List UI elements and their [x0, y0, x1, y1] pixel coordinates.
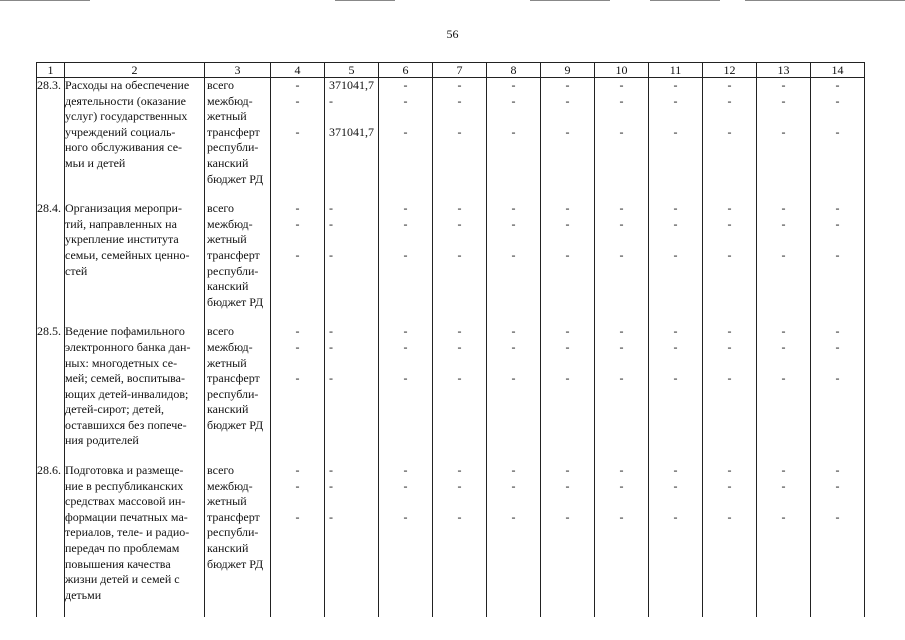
value-cell-col-14	[811, 463, 865, 617]
description-line: учреждений социаль-	[65, 124, 176, 139]
total-value: -	[835, 463, 840, 478]
value-cell-col-11	[649, 78, 703, 202]
funding-sources	[205, 463, 271, 617]
description-line: формации печатных ма-	[65, 509, 188, 524]
value-cell-col-8	[487, 201, 541, 324]
description-line: Организация меропри-	[65, 201, 182, 216]
total-value: 371041,7	[329, 78, 374, 92]
row-number: 28.5.	[37, 324, 65, 463]
republic-value: -	[673, 509, 678, 524]
interbudget-value: -	[295, 216, 300, 231]
republic-value: -	[835, 124, 840, 139]
interbudget-value: -	[565, 478, 570, 493]
republic-value: -	[329, 247, 333, 262]
interbudget-value: -	[403, 339, 408, 354]
interbudget-value: -	[457, 478, 462, 493]
interbudget-value: -	[781, 216, 786, 231]
total-value: -	[511, 324, 516, 339]
interbudget-value: -	[673, 478, 678, 493]
column-header-11: 11	[649, 63, 703, 78]
value-cell-col-6	[379, 78, 433, 202]
description-line: ния родителей	[65, 433, 139, 448]
interbudget-value: -	[457, 216, 462, 231]
value-cell-col-14	[811, 78, 865, 202]
column-header-3: 3	[205, 63, 271, 78]
interbudget-value: -	[727, 478, 732, 493]
value-cell-col-9	[541, 463, 595, 617]
source-label: всего	[207, 201, 235, 216]
interbudget-value: -	[673, 93, 678, 108]
source-label: канский	[207, 155, 249, 170]
value-cell-col-8	[487, 324, 541, 463]
column-header-12: 12	[703, 63, 757, 78]
value-cell-col-10	[595, 324, 649, 463]
source-label: республи-	[207, 525, 259, 540]
value-cell-col-4	[271, 201, 325, 324]
republic-value: -	[781, 124, 786, 139]
scan-edge-line	[335, 0, 395, 1]
description-line: стей	[65, 263, 88, 278]
republic-value: -	[403, 247, 408, 262]
value-cell-col-6	[379, 463, 433, 617]
total-value: -	[329, 201, 333, 216]
total-value: -	[835, 78, 840, 92]
total-value: -	[835, 324, 840, 339]
total-value: -	[619, 78, 624, 92]
interbudget-value: -	[835, 93, 840, 108]
funding-sources	[205, 324, 271, 463]
header-row	[37, 63, 865, 78]
interbudget-value: -	[295, 478, 300, 493]
source-label: канский	[207, 541, 249, 556]
total-value: -	[457, 463, 462, 478]
description-line: Подготовка и размеще-	[65, 463, 184, 478]
value-cell-col-13	[757, 463, 811, 617]
interbudget-value: -	[781, 93, 786, 108]
republic-value: -	[565, 371, 570, 386]
value-cell-col-7	[433, 463, 487, 617]
source-label: бюджет РД	[207, 171, 264, 186]
republic-value: -	[727, 509, 732, 524]
republic-value: -	[403, 371, 408, 386]
source-label: бюджет РД	[207, 556, 264, 571]
total-value: -	[781, 201, 786, 216]
interbudget-value: -	[727, 216, 732, 231]
total-value: -	[329, 324, 333, 339]
column-header-2: 2	[65, 63, 205, 78]
source-label: межбюд-	[207, 478, 253, 493]
source-label: бюджет РД	[207, 294, 264, 309]
source-label: республи-	[207, 140, 259, 155]
republic-value: -	[673, 124, 678, 139]
total-value: -	[619, 463, 624, 478]
interbudget-value: -	[619, 93, 624, 108]
column-header-5: 5	[325, 63, 379, 78]
value-cell-col-12	[703, 463, 757, 617]
column-header-6: 6	[379, 63, 433, 78]
interbudget-value: -	[403, 478, 408, 493]
total-value: -	[295, 463, 300, 478]
description-line: тий, направленных на	[65, 216, 177, 231]
scan-edge-line	[745, 0, 905, 1]
republic-value: -	[329, 371, 333, 386]
total-value: -	[403, 324, 408, 339]
interbudget-value: -	[835, 478, 840, 493]
total-value: -	[511, 78, 516, 92]
republic-value: -	[457, 509, 462, 524]
republic-value: -	[673, 371, 678, 386]
republic-value: -	[457, 247, 462, 262]
total-value: -	[457, 324, 462, 339]
total-value: -	[727, 201, 732, 216]
source-label: жетный	[207, 232, 247, 247]
republic-value: -	[565, 247, 570, 262]
value-cell-col-8	[487, 78, 541, 202]
description-line: средствах массовой ин-	[65, 494, 186, 509]
total-value: -	[403, 463, 408, 478]
total-value: -	[673, 201, 678, 216]
republic-value: -	[457, 124, 462, 139]
value-cell-col-13	[757, 201, 811, 324]
value-cell-col-12	[703, 324, 757, 463]
total-value: -	[565, 324, 570, 339]
value-cell-col-4	[271, 78, 325, 202]
row-number: 28.4.	[37, 201, 65, 324]
republic-value: -	[619, 371, 624, 386]
row-description	[65, 78, 205, 202]
description-line: мей; семей, воспитыва-	[65, 371, 186, 386]
republic-value: -	[295, 124, 300, 139]
interbudget-value: -	[835, 216, 840, 231]
budget-table	[36, 62, 865, 617]
description-line: мьи и детей	[65, 155, 126, 170]
description-line: ние в республиканских	[65, 478, 184, 493]
value-cell-col-4	[271, 324, 325, 463]
republic-value: -	[673, 247, 678, 262]
source-label: трансферт	[207, 247, 260, 262]
interbudget-value: -	[329, 216, 333, 231]
source-label: межбюд-	[207, 93, 253, 108]
value-cell-col-4	[271, 463, 325, 617]
value-cell-col-13	[757, 324, 811, 463]
value-cell-col-9	[541, 78, 595, 202]
republic-value: -	[565, 124, 570, 139]
republic-value: -	[295, 371, 300, 386]
total-value: -	[673, 463, 678, 478]
total-value: -	[457, 78, 462, 92]
interbudget-value: -	[565, 339, 570, 354]
description-line: передач по проблемам	[65, 541, 180, 556]
table-row	[37, 201, 865, 324]
source-label: трансферт	[207, 509, 260, 524]
republic-value: -	[511, 247, 516, 262]
table-row	[37, 324, 865, 463]
row-description	[65, 324, 205, 463]
source-label: всего	[207, 463, 235, 478]
description-line: Ведение пофамильного	[65, 324, 185, 339]
total-value: -	[781, 463, 786, 478]
value-cell-col-7	[433, 201, 487, 324]
description-line: жизни детей и семей с	[65, 572, 180, 587]
republic-value: -	[329, 509, 333, 524]
total-value: -	[781, 324, 786, 339]
republic-value: -	[295, 509, 300, 524]
total-value: -	[835, 201, 840, 216]
total-value: -	[727, 463, 732, 478]
description-line: детей-сирот; детей,	[65, 402, 165, 417]
source-label: республи-	[207, 263, 259, 278]
column-header-10: 10	[595, 63, 649, 78]
source-label: бюджет РД	[207, 417, 264, 432]
total-value: -	[781, 78, 786, 92]
source-label: межбюд-	[207, 339, 253, 354]
total-value: -	[727, 324, 732, 339]
scan-edge-line	[530, 0, 610, 1]
value-cell-col-11	[649, 201, 703, 324]
column-header-1: 1	[37, 63, 65, 78]
interbudget-value: -	[511, 216, 516, 231]
republic-value: -	[835, 509, 840, 524]
source-label: республи-	[207, 386, 259, 401]
row-description	[65, 463, 205, 617]
republic-value: -	[619, 247, 624, 262]
interbudget-value: -	[403, 93, 408, 108]
total-value: -	[403, 201, 408, 216]
republic-value: -	[511, 509, 516, 524]
republic-value: -	[835, 247, 840, 262]
interbudget-value: -	[329, 93, 333, 108]
republic-value: -	[403, 124, 408, 139]
value-cell-col-6	[379, 201, 433, 324]
interbudget-value: -	[619, 478, 624, 493]
total-value: -	[619, 201, 624, 216]
republic-value: -	[619, 509, 624, 524]
row-number: 28.3.	[37, 78, 65, 202]
republic-value: -	[835, 371, 840, 386]
description-line: услуг) государственных	[65, 109, 188, 124]
total-value: -	[329, 463, 333, 478]
funding-sources	[205, 78, 271, 202]
column-header-8: 8	[487, 63, 541, 78]
value-cell-col-14	[811, 201, 865, 324]
value-cell-col-7	[433, 324, 487, 463]
description-line: детьми	[65, 587, 102, 602]
table-row	[37, 78, 865, 202]
interbudget-value: -	[295, 339, 300, 354]
source-label: всего	[207, 324, 235, 339]
interbudget-value: -	[511, 478, 516, 493]
value-cell-col-11	[649, 463, 703, 617]
interbudget-value: -	[835, 339, 840, 354]
source-label: жетный	[207, 355, 247, 370]
republic-value: -	[781, 509, 786, 524]
value-cell-col-8	[487, 463, 541, 617]
interbudget-value: -	[565, 93, 570, 108]
description-line: ных: многодетных се-	[65, 355, 178, 370]
total-value: -	[457, 201, 462, 216]
value-cell-col-5	[325, 78, 379, 202]
value-cell-col-12	[703, 201, 757, 324]
row-description	[65, 201, 205, 324]
value-cell-col-9	[541, 324, 595, 463]
republic-value: -	[565, 509, 570, 524]
total-value: -	[565, 463, 570, 478]
interbudget-value: -	[511, 339, 516, 354]
column-header-9: 9	[541, 63, 595, 78]
republic-value: -	[511, 124, 516, 139]
description-line: деятельности (оказание	[65, 93, 186, 108]
republic-value: 371041,7	[329, 124, 374, 139]
value-cell-col-12	[703, 78, 757, 202]
total-value: -	[673, 324, 678, 339]
value-cell-col-14	[811, 324, 865, 463]
republic-value: -	[619, 124, 624, 139]
source-label: канский	[207, 402, 249, 417]
description-line: ющих детей-инвалидов;	[65, 386, 189, 401]
republic-value: -	[781, 371, 786, 386]
interbudget-value: -	[329, 339, 333, 354]
total-value: -	[295, 324, 300, 339]
scan-edge-line	[650, 0, 720, 1]
funding-sources	[205, 201, 271, 324]
value-cell-col-10	[595, 201, 649, 324]
total-value: -	[673, 78, 678, 92]
interbudget-value: -	[673, 339, 678, 354]
value-cell-col-10	[595, 463, 649, 617]
value-cell-col-10	[595, 78, 649, 202]
page-number: 56	[446, 27, 459, 41]
republic-value: -	[403, 509, 408, 524]
interbudget-value: -	[619, 339, 624, 354]
total-value: -	[511, 463, 516, 478]
republic-value: -	[727, 371, 732, 386]
description-line: укрепление института	[65, 232, 179, 247]
value-cell-col-11	[649, 324, 703, 463]
source-label: канский	[207, 279, 249, 294]
description-line: электронного банка дан-	[65, 339, 191, 354]
republic-value: -	[781, 247, 786, 262]
total-value: -	[727, 78, 732, 92]
total-value: -	[295, 78, 300, 92]
interbudget-value: -	[403, 216, 408, 231]
total-value: -	[565, 78, 570, 92]
source-label: жетный	[207, 109, 247, 124]
value-cell-col-7	[433, 78, 487, 202]
interbudget-value: -	[565, 216, 570, 231]
source-label: жетный	[207, 494, 247, 509]
column-header-7: 7	[433, 63, 487, 78]
interbudget-value: -	[727, 339, 732, 354]
source-label: межбюд-	[207, 216, 253, 231]
column-header-13: 13	[757, 63, 811, 78]
total-value: -	[619, 324, 624, 339]
interbudget-value: -	[457, 339, 462, 354]
description-line: семьи, семейных ценно-	[65, 247, 190, 262]
description-line: Расходы на обеспечение	[65, 78, 190, 92]
source-label: трансферт	[207, 124, 260, 139]
interbudget-value: -	[673, 216, 678, 231]
description-line: оставшихся без попече-	[65, 417, 187, 432]
value-cell-col-5	[325, 201, 379, 324]
source-label: всего	[207, 78, 235, 92]
value-cell-col-9	[541, 201, 595, 324]
republic-value: -	[457, 371, 462, 386]
interbudget-value: -	[511, 93, 516, 108]
column-header-14: 14	[811, 63, 865, 78]
table-row	[37, 463, 865, 617]
total-value: -	[565, 201, 570, 216]
interbudget-value: -	[781, 339, 786, 354]
source-label: трансферт	[207, 371, 260, 386]
description-line: повышения качества	[65, 556, 171, 571]
total-value: -	[295, 201, 300, 216]
republic-value: -	[511, 371, 516, 386]
scan-edge-line	[0, 0, 90, 1]
interbudget-value: -	[329, 478, 333, 493]
row-number: 28.6.	[37, 463, 65, 617]
description-line: ного обслуживания се-	[65, 140, 183, 155]
value-cell-col-5	[325, 324, 379, 463]
total-value: -	[511, 201, 516, 216]
interbudget-value: -	[457, 93, 462, 108]
interbudget-value: -	[781, 478, 786, 493]
interbudget-value: -	[727, 93, 732, 108]
interbudget-value: -	[295, 93, 300, 108]
value-cell-col-5	[325, 463, 379, 617]
republic-value: -	[295, 247, 300, 262]
column-header-4: 4	[271, 63, 325, 78]
republic-value: -	[727, 124, 732, 139]
republic-value: -	[727, 247, 732, 262]
total-value: -	[403, 78, 408, 92]
description-line: териалов, теле- и радио-	[65, 525, 190, 540]
value-cell-col-6	[379, 324, 433, 463]
interbudget-value: -	[619, 216, 624, 231]
value-cell-col-13	[757, 78, 811, 202]
